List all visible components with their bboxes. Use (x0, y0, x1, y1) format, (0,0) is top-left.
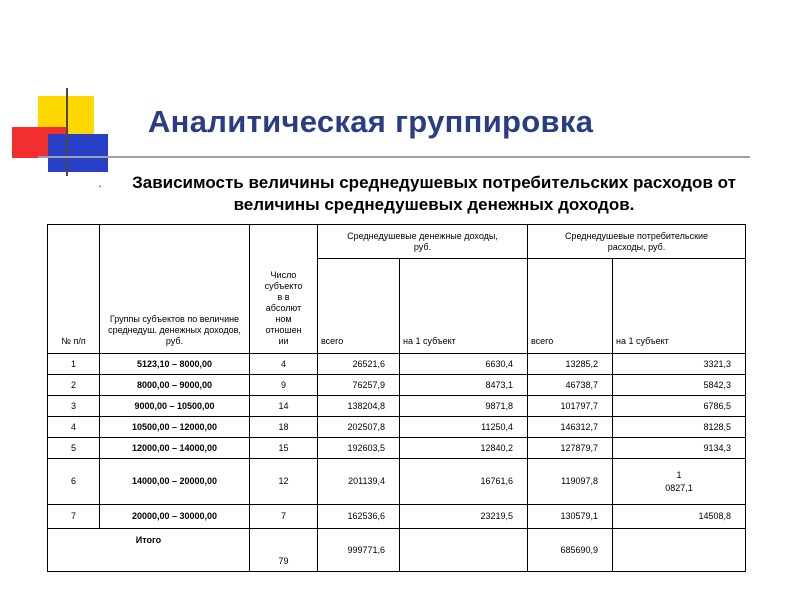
cell-income-per: 9871,8 (400, 396, 528, 417)
cell-income-total: 26521,6 (318, 354, 400, 375)
cell-group: 12000,00 – 14000,00 (100, 438, 250, 459)
total-expense: 685690,9 (528, 529, 613, 572)
slide-subtitle: Зависимость величины среднедушевых потребительских расходов от величины среднедушевых денежных доходов. (132, 173, 736, 214)
subheader-expense-total: всего (528, 259, 613, 354)
cell-expense-total: 101797,7 (528, 396, 613, 417)
cell-income-per: 23219,5 (400, 505, 528, 529)
cell-count: 18 (250, 417, 318, 438)
cell-expense-per: 9134,3 (613, 438, 746, 459)
cell-group: 9000,00 – 10500,00 (100, 396, 250, 417)
total-income: 999771,6 (318, 529, 400, 572)
cell-expense-total: 119097,8 (528, 459, 613, 505)
cell-income-per: 11250,4 (400, 417, 528, 438)
cell-income-total: 138204,8 (318, 396, 400, 417)
header-num: № п/п (48, 225, 100, 354)
table-row (48, 396, 746, 417)
total-count: 79 (250, 529, 318, 572)
cell-expense-per (613, 459, 746, 505)
cell-income-total: 202507,8 (318, 417, 400, 438)
total-label: Итого (48, 529, 250, 572)
cell-income-total: 162536,6 (318, 505, 400, 529)
table-row (48, 505, 746, 529)
cell-expense-total: 130579,1 (528, 505, 613, 529)
cell-num: 1 (48, 354, 100, 375)
cell-expense-total: 13285,2 (528, 354, 613, 375)
cell-num: 3 (48, 396, 100, 417)
cell-count: 12 (250, 459, 318, 505)
subheader-income-per: на 1 субъект (400, 259, 528, 354)
cell-expense-per: 14508,8 (613, 505, 746, 529)
decor-vertical-line (66, 88, 68, 176)
cell-num: 7 (48, 505, 100, 529)
bullet-marker: · (98, 178, 103, 193)
cell-expense-per-line2: 0827,1 (665, 482, 693, 493)
cell-expense-total: 146312,7 (528, 417, 613, 438)
cell-count: 14 (250, 396, 318, 417)
cell-income-per: 8473,1 (400, 375, 528, 396)
cell-num: 6 (48, 459, 100, 505)
header-count: Число субъекто в в абсолют ном отношен ии (250, 225, 318, 354)
subheader-expense-per: на 1 субъект (613, 259, 746, 354)
cell-expense-per: 5842,3 (613, 375, 746, 396)
cell-expense-per: 8128,5 (613, 417, 746, 438)
cell-income-total: 76257,9 (318, 375, 400, 396)
cell-expense-per: 3321,3 (613, 354, 746, 375)
cell-group: 8000,00 – 9000,00 (100, 375, 250, 396)
cell-num: 2 (48, 375, 100, 396)
cell-income-total: 192603,5 (318, 438, 400, 459)
title-underline (38, 156, 750, 158)
header-group: Группы субъектов по величине среднедуш. денежных доходов, руб. (100, 225, 250, 354)
cell-count: 15 (250, 438, 318, 459)
header-income: Среднедушевые денежные доходы, руб. (318, 225, 528, 259)
cell-expense-per-line1: 1 (676, 469, 682, 480)
table-row (48, 354, 746, 375)
cell-group: 14000,00 – 20000,00 (100, 459, 250, 505)
cell-income-total: 201139,4 (318, 459, 400, 505)
slide-title: Аналитическая группировка (148, 104, 594, 139)
cell-count: 4 (250, 354, 318, 375)
table-row (48, 375, 746, 396)
cell-group: 10500,00 – 12000,00 (100, 417, 250, 438)
cell-income-per: 6630,4 (400, 354, 528, 375)
cell-num: 5 (48, 438, 100, 459)
cell-count: 7 (250, 505, 318, 529)
decor-blue-square (48, 134, 108, 172)
cell-num: 4 (48, 417, 100, 438)
cell-income-per: 16761,6 (400, 459, 528, 505)
cell-count: 9 (250, 375, 318, 396)
total-expense-per-empty (613, 529, 746, 572)
table-row (48, 459, 746, 505)
cell-group: 20000,00 – 30000,00 (100, 505, 250, 529)
cell-expense-total: 46738,7 (528, 375, 613, 396)
cell-group: 5123,10 – 8000,00 (100, 354, 250, 375)
header-expense: Среднедушевые потребительские расходы, руб. (528, 225, 746, 259)
table-total-row (48, 529, 746, 572)
table-row (48, 438, 746, 459)
cell-income-per: 12840,2 (400, 438, 528, 459)
grouping-table (47, 224, 746, 572)
table-row (48, 417, 746, 438)
cell-expense-total: 127879,7 (528, 438, 613, 459)
cell-expense-per: 6786,5 (613, 396, 746, 417)
subheader-income-total: всего (318, 259, 400, 354)
total-income-per-empty (400, 529, 528, 572)
